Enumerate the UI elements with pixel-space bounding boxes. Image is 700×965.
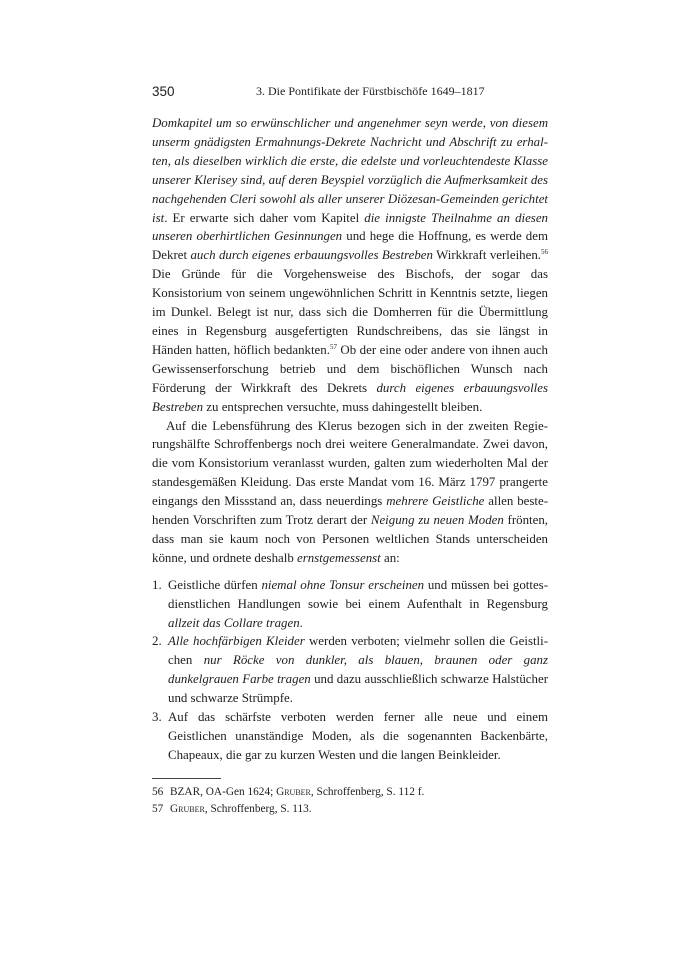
- quote-italic: Domkapitel um so erwünschlicher und angenehmer seyn werde, von diesem unserm gnädigsten Ermahnungs-Dekrete Nachricht und Abschrift zu erhalten, als dieselben wirklich die erste, die edelste und vorleuchtendeste Klasse unserer Klerisey sind, auf deren Beyspiel vorzüglich die Aufmerksamkeit des nachgehenden Cleri sowohl als aller unserer Diözesan-Gemeinden gerichtet ist: [152, 116, 548, 225]
- mandate-list: [152, 576, 548, 765]
- list-number: 1.: [152, 577, 162, 592]
- author-name: Gruber: [170, 802, 205, 815]
- paragraph: Auf die Lebensführung des Klerus bezogen sich in der zweiten Regierungshälfte Schroffenbergs noch drei weitere Generalmandate. Zwei davon, die vom Konsistorium veranlasst wurden, galten zum wiederholten Mal der standesgemäßen Kleidung. Das erste Mandat vom 16. März 1797 prangerte eingangs den Missstand an, dass neuerdings mehrere Geistliche allen bestehenden Vorschriften zum Trotz derart der Neigung zu neuen Moden frönten, dass man sie kaum noch von Personen weltlichen Stands unterscheiden könne, und ordnete deshalb ernstgemessenst an:: [152, 418, 549, 565]
- page-header: [152, 84, 548, 102]
- footnote-separator: [152, 778, 221, 779]
- quote-italic: Alle hochfärbigen Kleider: [168, 634, 305, 649]
- author-name: Gruber: [276, 786, 311, 798]
- list-item: 1. Geistliche dürfen niemal ohne Tonsur erscheinen und müssen bei gottesdienstlichen Handlungen sowie bei einem Aufenthalt in Regensburg allzeit das Collare tragen.: [152, 577, 548, 630]
- quote-italic: mehrere Geistliche: [386, 494, 485, 509]
- footnote-number: 57: [152, 802, 164, 815]
- list-number: 2.: [152, 634, 162, 649]
- quote-italic: nur Röcke von dunkler, als blauen, braunen oder ganz dunkelgrauen Farbe tragen: [168, 653, 549, 687]
- quote-italic: ernstgemessenst: [296, 550, 381, 565]
- running-head: 3. Die Pontifikate der Fürstbischöfe 1649–1817: [256, 84, 485, 98]
- paragraph: Domkapitel um so erwünschlicher und angenehmer seyn werde, von diesem unserm gnädigsten Ermahnungs-Dekrete Nachricht und Abschrift zu erhalten, als dieselben wirklich die erste, die edelste und vorleuchtendeste Klasse unserer Klerisey sind, auf deren Beyspiel vorzüglich die Aufmerksamkeit des nachgehenden Cleri sowohl als aller unserer Diözesan-Gemeinden gerichtet ist. Er erwarte sich daher vom Kapitel die innigste Theilnahme an diesen unseren oberhirtlichen Gesinnungen und hege die Hoffnung, es werde dem Dekret auch durch eigenes erbauungsvolles Bestreben Wirkkraft verleihen.$^{56}$ Die Gründe für die Vorgehensweise des Bischofs, der sogar das Konsistorium von seinem ungewöhnlichen Schritt in Kenntnis setzte, liegen im Dunkel. Belegt ist nur, dass sich die Domherren für die Übermittlung eines in Regensburg ausgefertigten Rundschreibens, das sie längst in Händen hatten, höflich bedankten.$^{57}$ Ob der eine oder andere von ihnen auch Gewissenserforschung betrieb und dem bischöflichen Wunsch nach Förderung der Wirkkraft des Dekrets durch eigenes erbauungsvolles Bestreben zu entsprechen versuchte, muss dahingestellt bleiben.: [152, 116, 549, 414]
- footnote-marker: 57: [329, 342, 337, 351]
- list-number: 3.: [152, 710, 162, 725]
- footnote-marker: 56: [541, 248, 548, 257]
- list-item: 2. Alle hochfärbigen Kleider werden verboten; vielmehr sollen die Geistlichen nur Röcke von dunkler, als blauen, braunen oder ganz dunkelgrauen Farbe tragen und dazu ausschließlich schwarze Halstücher und schwarze Strümpfe.: [152, 634, 549, 706]
- quote-italic: niemal ohne Tonsur erscheinen: [261, 577, 425, 592]
- quote-italic: auch durch eigenes erbauungsvolles Bestreben: [190, 248, 433, 263]
- footnote: 57 Gruber, Schroffenberg, S. 113.: [152, 801, 548, 818]
- quote-italic: die innigste Theilnahme an diesen unseren oberhirtlichen Gesinnungen: [152, 210, 548, 244]
- quote-italic: allzeit das Collare tragen: [168, 615, 300, 630]
- page-number: 350: [152, 84, 175, 99]
- footnote-number: 56: [152, 786, 164, 798]
- list-item: 3. Auf das schärfste verboten werden ferner alle neue und einem Geistlichen unanständige Moden, als die sogenannten Backenbärte, Chapeaux, die gar zu kurzen Westen und die langen Beinkleider.: [152, 710, 548, 762]
- quote-italic: Neigung zu neuen Moden: [370, 513, 504, 528]
- main-text: [152, 114, 548, 765]
- footnote: 56 BZAR, OA-Gen 1624; Gruber, Schroffenberg, S. 112 f.: [152, 784, 548, 801]
- footnotes: [152, 784, 548, 817]
- quote-italic: durch eigenes erbauungsvolles Bestreben: [152, 380, 548, 414]
